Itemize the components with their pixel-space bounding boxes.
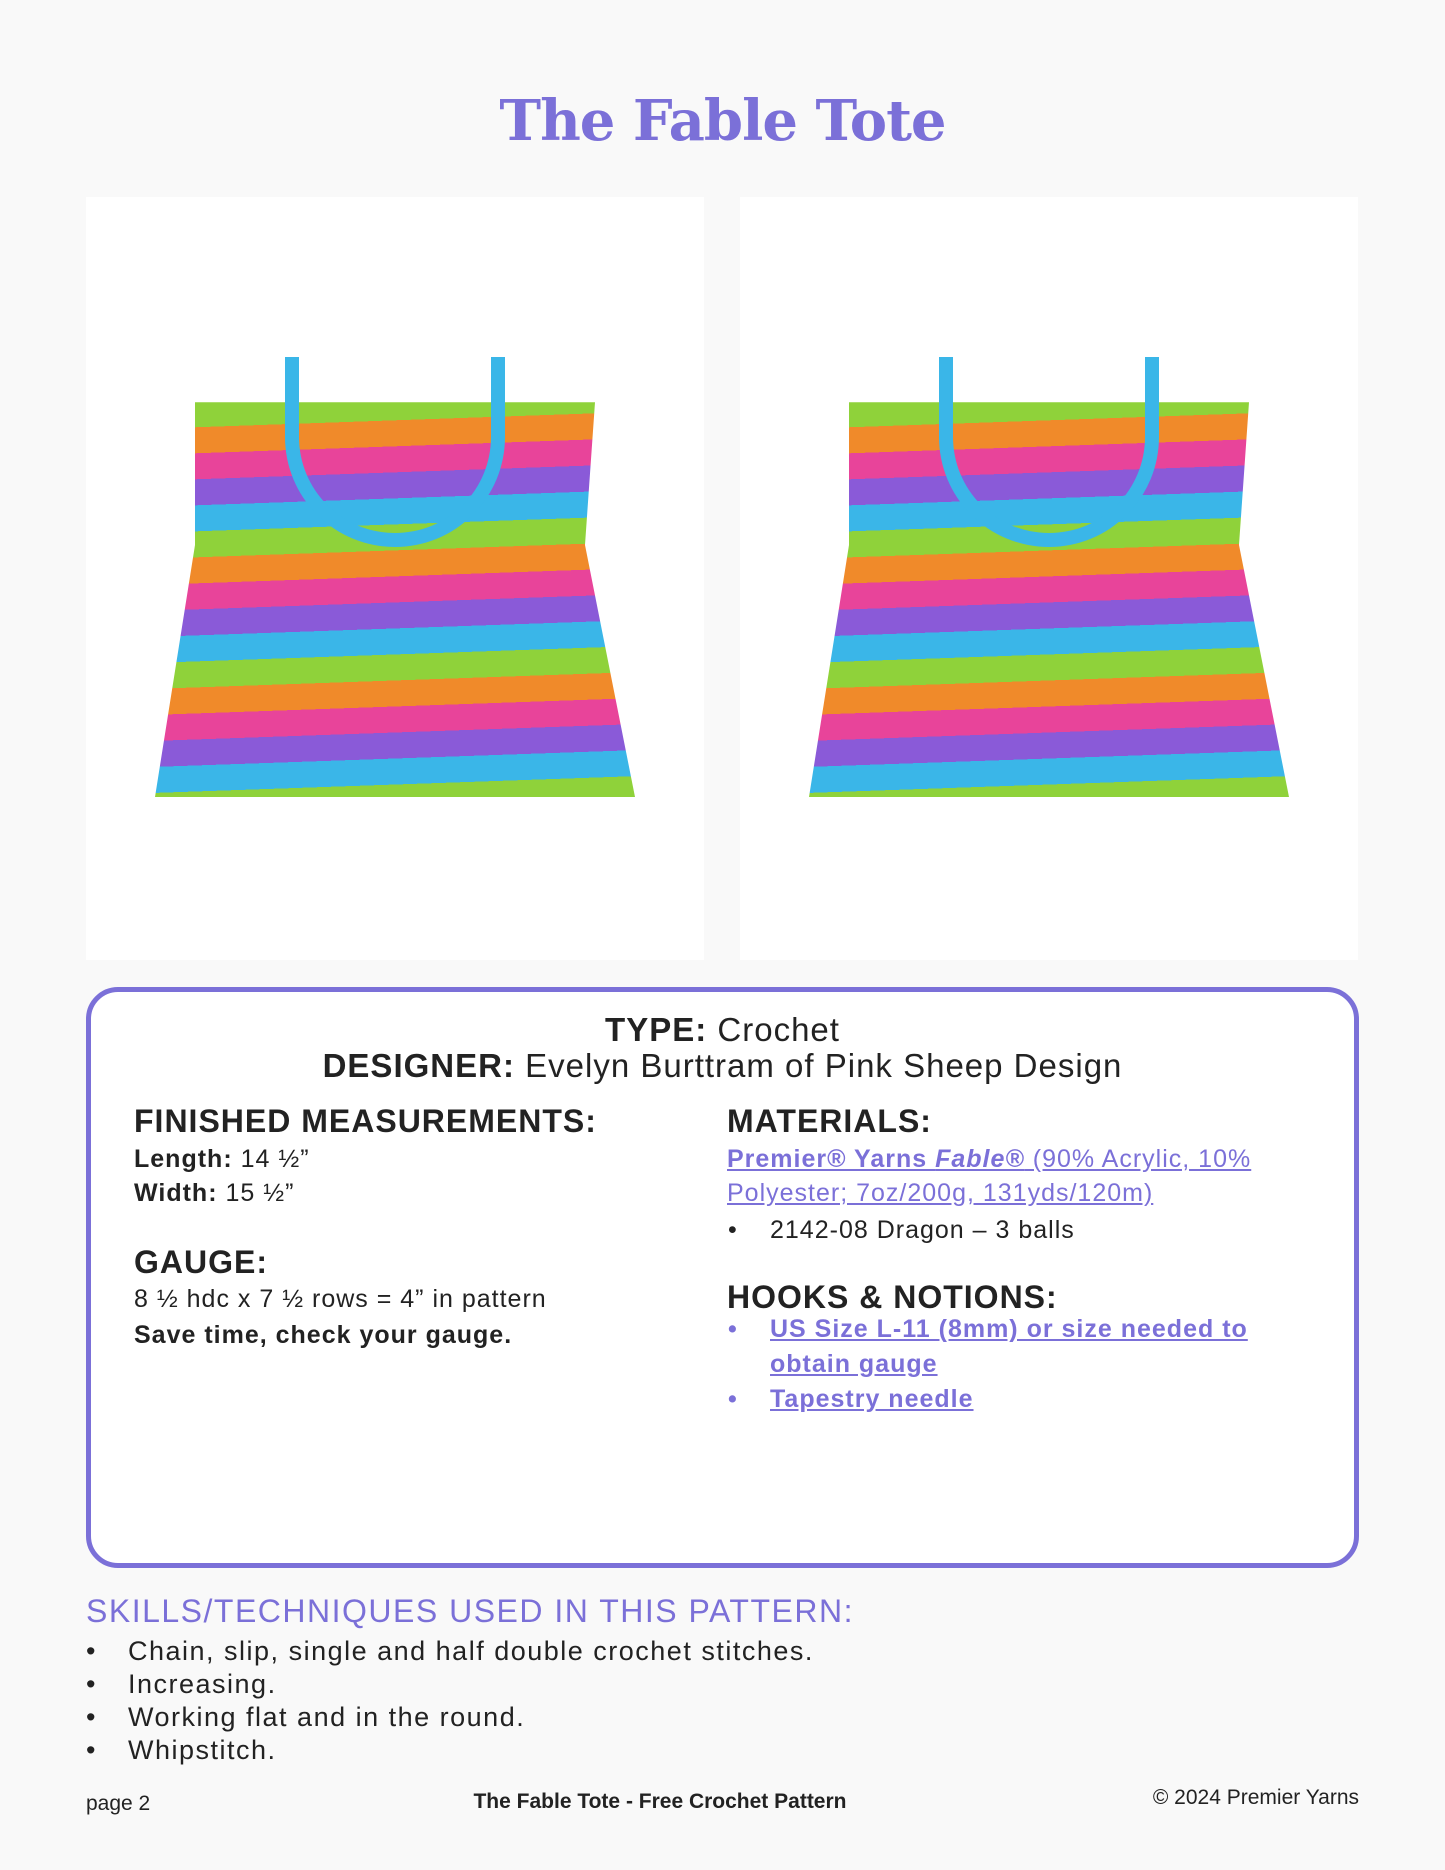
bullet-icon: • — [86, 1702, 97, 1732]
yarn-name: Fable® — [935, 1145, 1025, 1173]
bullet-icon: • — [86, 1636, 97, 1666]
skills-heading: SKILLS/TECHNIQUES USED IN THIS PATTERN: — [86, 1593, 854, 1629]
yarn-link[interactable] — [727, 1145, 1251, 1174]
materials-item-text: 2142-08 Dragon – 3 balls — [770, 1216, 1075, 1244]
length-label: Length: — [134, 1145, 233, 1173]
designer-value: Evelyn Burttram of Pink Sheep Design — [525, 1047, 1123, 1084]
footer-title: The Fable Tote - Free Crochet Pattern — [473, 1790, 847, 1813]
type-value: Crochet — [717, 1011, 840, 1048]
materials-heading: MATERIALS: — [727, 1103, 932, 1139]
measurements-heading: FINISHED MEASUREMENTS: — [134, 1103, 597, 1139]
hook-text: US Size L-11 (8mm) or size needed to — [770, 1315, 1248, 1343]
width-label: Width: — [134, 1179, 218, 1207]
bullet-icon: • — [86, 1669, 97, 1699]
skill-item — [86, 1636, 814, 1667]
hook-link-line2[interactable]: obtain gauge — [770, 1350, 938, 1378]
gauge-heading: GAUGE: — [134, 1244, 268, 1280]
type-line — [0, 1011, 1445, 1049]
bullet-icon: • — [728, 1315, 738, 1343]
bullet-icon: • — [86, 1735, 97, 1765]
tote-photo-front — [86, 197, 704, 960]
skill-item — [86, 1735, 277, 1766]
yarn-brand: Premier® Yarns — [727, 1145, 936, 1173]
length-value: 14 ½” — [240, 1145, 310, 1173]
gauge-note: Save time, check your gauge. — [134, 1321, 513, 1349]
skill-item — [86, 1702, 526, 1733]
yarn-composition: (90% Acrylic, 10% — [1024, 1145, 1252, 1173]
skill-item — [86, 1669, 277, 1700]
designer-line — [0, 1047, 1445, 1085]
hook-link[interactable] — [728, 1315, 1248, 1344]
length-line — [134, 1145, 310, 1174]
gauge-text: 8 ½ hdc x 7 ½ rows = 4” in pattern — [134, 1285, 547, 1313]
page-number: page 2 — [86, 1792, 151, 1815]
skill-text: Whipstitch. — [128, 1735, 277, 1765]
bullet-icon: • — [728, 1216, 738, 1244]
copyright: © 2024 Premier Yarns — [1152, 1786, 1359, 1809]
tote-photo-back — [740, 197, 1358, 960]
skill-text: Increasing. — [128, 1669, 277, 1699]
bullet-icon: • — [728, 1385, 738, 1413]
hooks-heading: HOOKS & NOTIONS: — [727, 1279, 1058, 1315]
skill-text: Chain, slip, single and half double crochet stitches. — [128, 1636, 814, 1666]
width-value: 15 ½” — [225, 1179, 295, 1207]
tapestry-needle-link[interactable] — [728, 1385, 974, 1414]
skill-text: Working flat and in the round. — [128, 1702, 526, 1732]
designer-label: DESIGNER: — [322, 1047, 515, 1084]
page-title: The Fable Tote — [499, 88, 946, 154]
width-line — [134, 1179, 294, 1208]
materials-item — [728, 1216, 1075, 1245]
type-label: TYPE: — [605, 1011, 708, 1048]
needle-text: Tapestry needle — [770, 1385, 974, 1413]
yarn-link-line2[interactable]: Polyester; 7oz/200g, 131yds/120m) — [727, 1179, 1154, 1207]
